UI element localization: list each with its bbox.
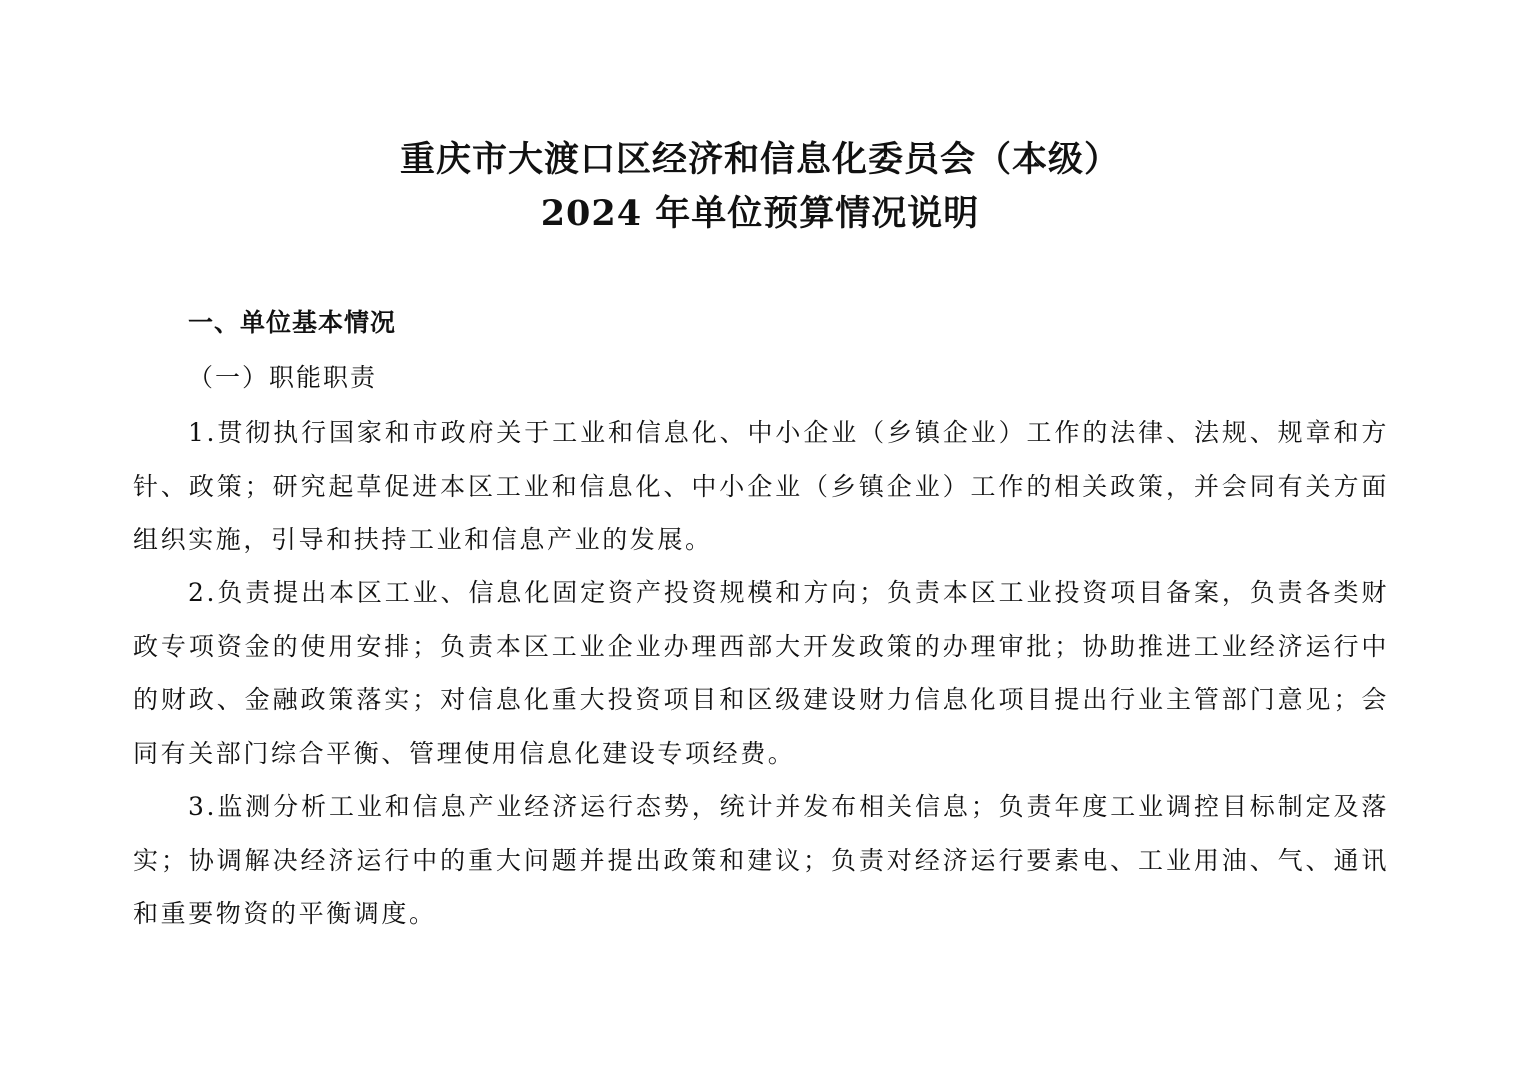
section-heading-basic-info: 一、单位基本情况 <box>188 308 397 337</box>
document-title-line2: 2024 年单位预算情况说明 <box>540 193 980 234</box>
duty-paragraph-1: 1.贯彻执行国家和市政府关于工业和信息化、中小企业（乡镇企业）工作的法律、法规、规章和方针、政策；研究起草促进本区工业和信息化、中小企业（乡镇企业）工作的相关政策，并会同有关方面组织实施，引导和扶持工业和信息产业的发展。 <box>133 418 1389 555</box>
document-title-line1: 重庆市大渡口区经济和信息化委员会（本级） <box>399 139 1120 180</box>
duty-paragraph-3: 3.监测分析工业和信息产业经济运行态势，统计并发布相关信息；负责年度工业调控目标制定及落实；协调解决经济运行中的重大问题并提出政策和建议；负责对经济运行要素电、工业用油、气、通讯和重要物资的平衡调度。 <box>133 792 1389 929</box>
subsection-heading-duties: （一）职能职责 <box>188 363 378 392</box>
duty-paragraph-2: 2.负责提出本区工业、信息化固定资产投资规模和方向；负责本区工业投资项目备案，负责各类财政专项资金的使用安排；负责本区工业企业办理西部大开发政策的办理审批；协助推进工业经济运行中的财政、金融政策落实；对信息化重大投资项目和区级建设财力信息化项目提出行业主管部门意见；会同有关部门综合平衡、管理使用信息化建设专项经费。 <box>133 578 1389 768</box>
